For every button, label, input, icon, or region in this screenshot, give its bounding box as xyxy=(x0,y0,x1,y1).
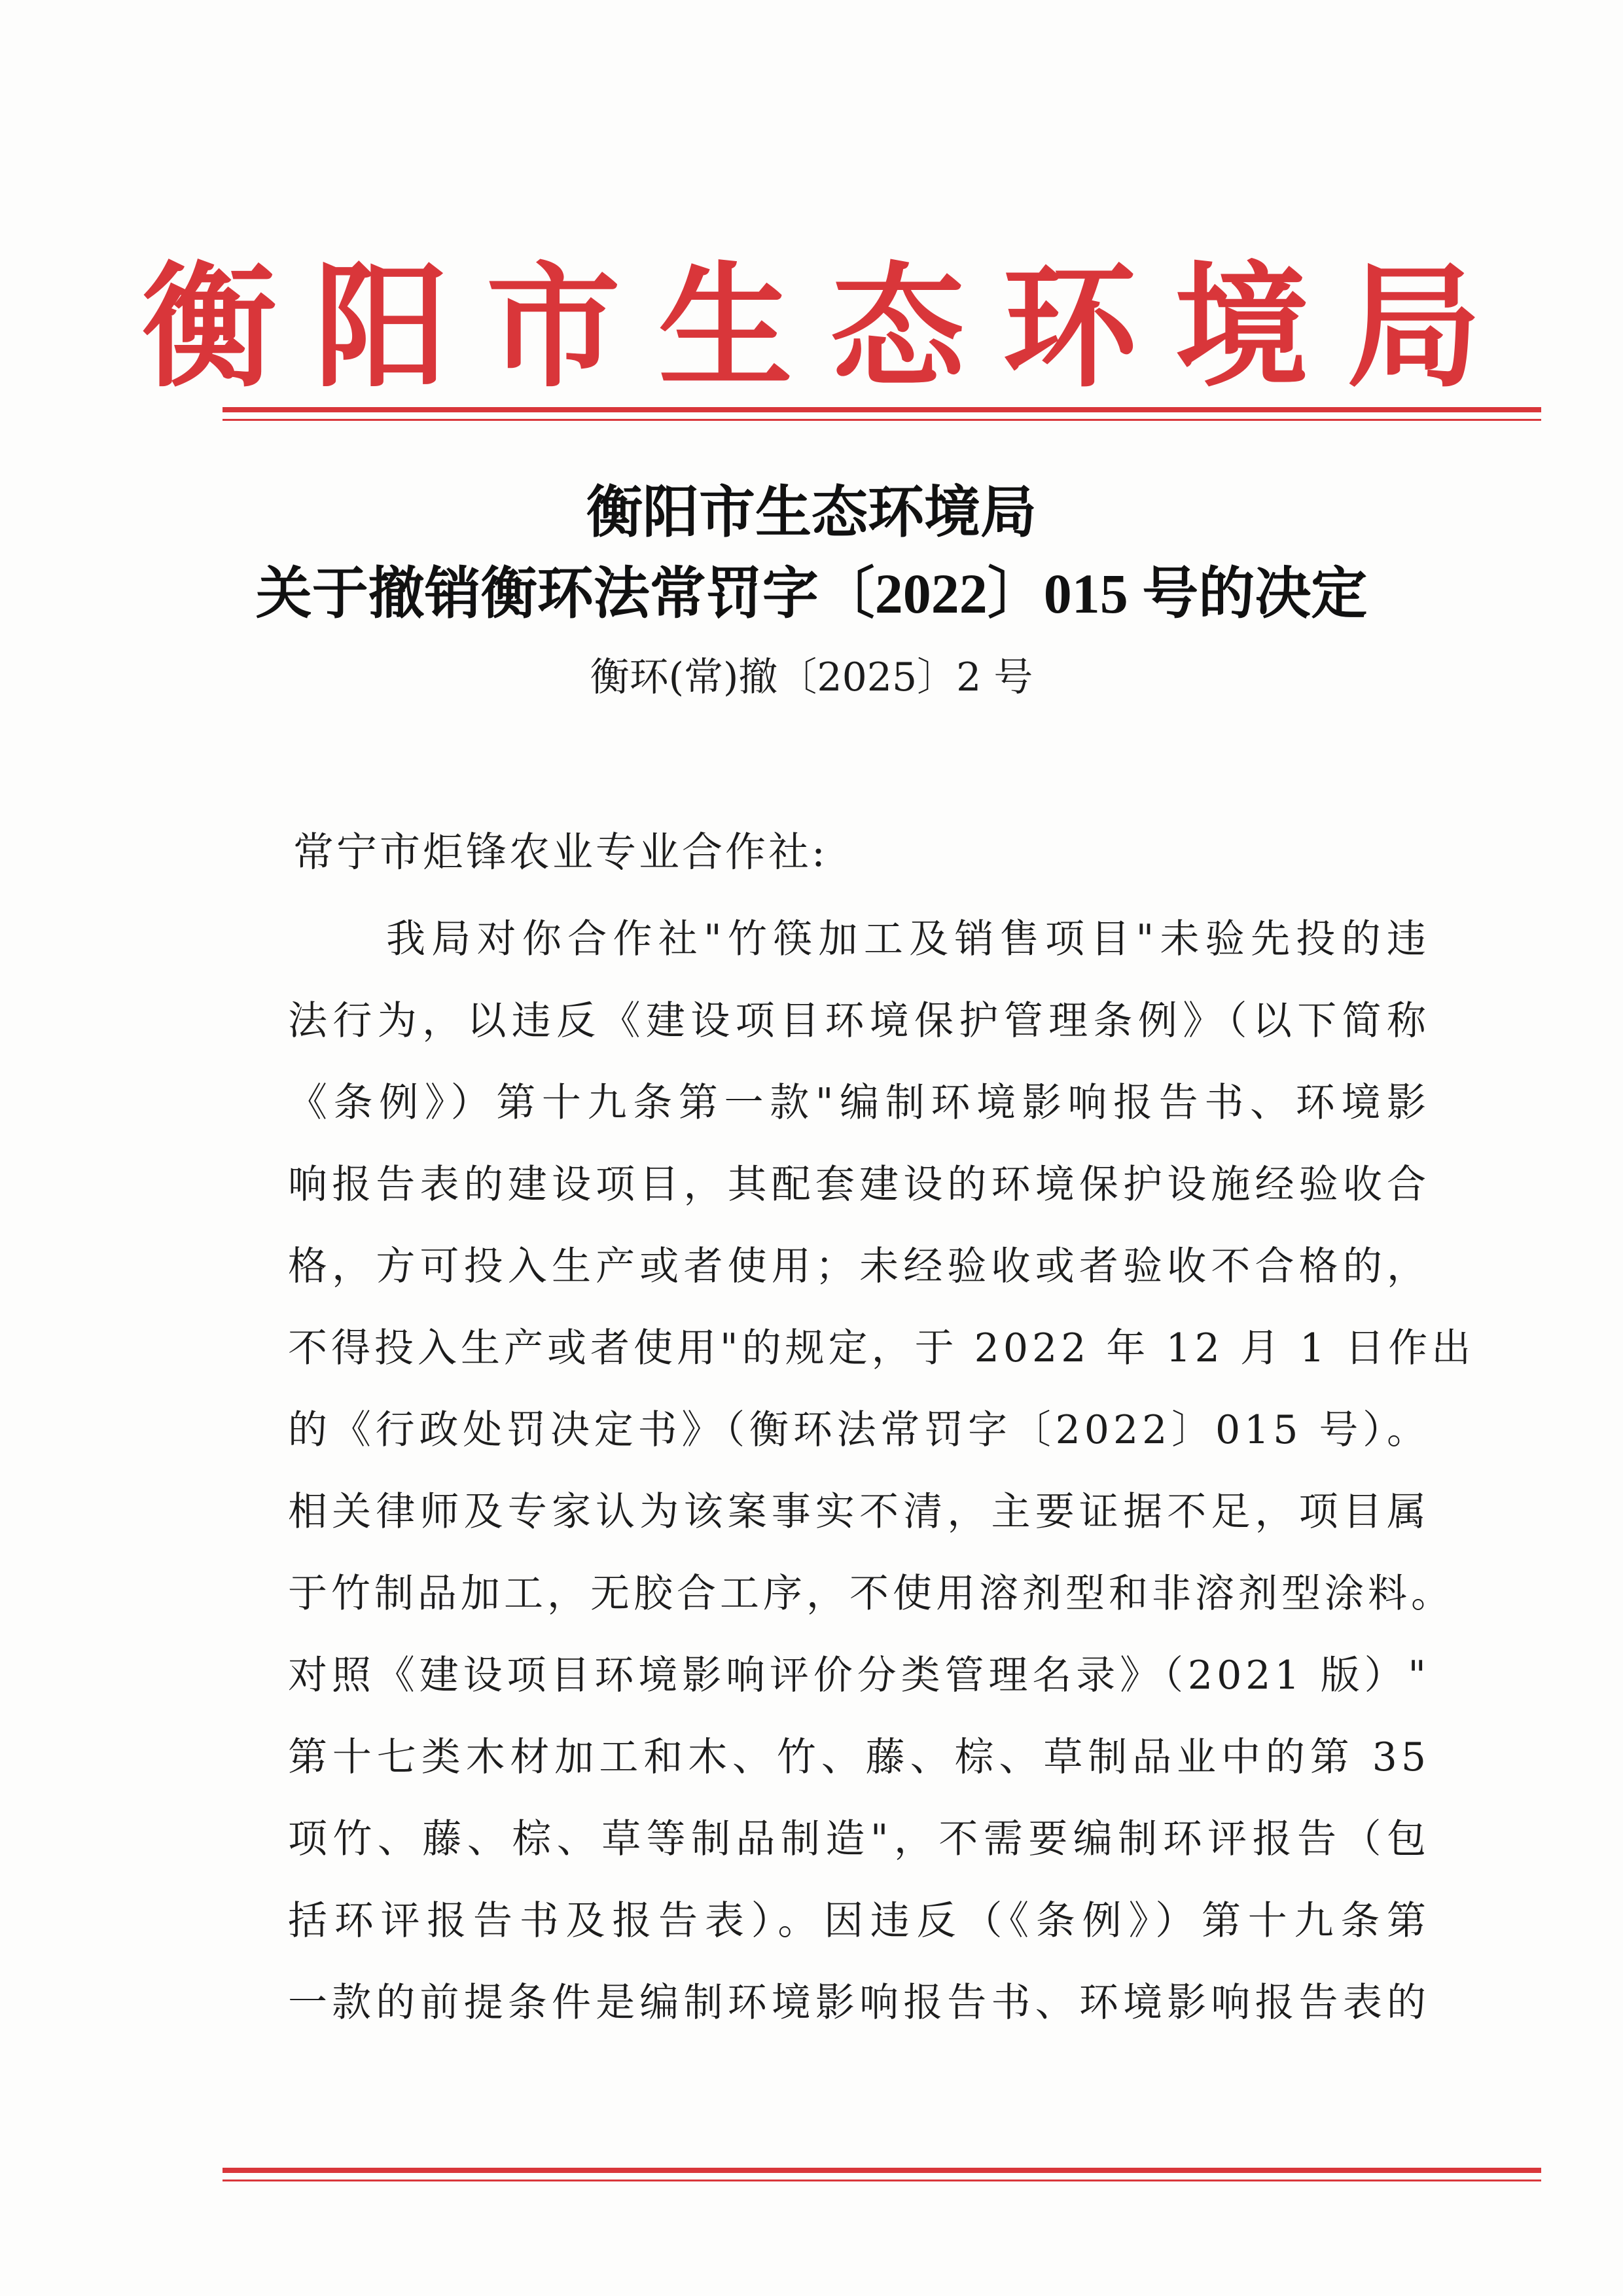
footer-rule-thick xyxy=(223,2168,1541,2173)
footer-rule-thin xyxy=(223,2179,1541,2181)
body-line: 格，方可投入生产或者使用；未经验收或者验收不合格的， xyxy=(288,1244,1430,1289)
body-line: 《条例》）第十九条第一款"编制环境影响报告书、环境影 xyxy=(288,1080,1430,1126)
document-title-line-2: 关于撤销衡环法常罚字〔2022〕015 号的决定 xyxy=(255,562,1368,625)
letterhead-rule-thin xyxy=(223,419,1541,421)
body-line: 不得投入生产或者使用"的规定，于 2022 年 12 月 1 日作出 xyxy=(288,1325,1475,1371)
body-line: 响报告表的建设项目，其配套建设的环境保护设施经验收合 xyxy=(288,1162,1430,1208)
body-line: 我局对你合作社"竹筷加工及销售项目"未验先投的违 xyxy=(386,916,1430,962)
body-line: 第十七类木材加工和木、竹、藤、棕、草制品业中的第 35 xyxy=(288,1734,1430,1780)
body-line: 的《行政处罚决定书》（衡环法常罚字〔2022〕015 号）。 xyxy=(288,1407,1430,1453)
recipient: 常宁市炬锋农业专业合作社: xyxy=(293,828,828,876)
body-line: 法行为，以违反《建设项目环境保护管理条例》（以下简称 xyxy=(288,998,1430,1044)
body-line: 括环评报告书及报告表）。因违反（《条例》）第十九条第 xyxy=(288,1898,1430,1944)
letterhead-org-name: 衡阳市生态环境局 xyxy=(142,249,1519,406)
body-line: 一款的前提条件是编制环境影响报告书、环境影响报告表的 xyxy=(288,1980,1430,2026)
document-title-line-1: 衡阳市生态环境局 xyxy=(586,481,1037,544)
body-line: 相关律师及专家认为该案事实不清，主要证据不足，项目属 xyxy=(288,1489,1430,1535)
body-line: 对照《建设项目环境影响评价分类管理名录》（2021 版）" xyxy=(288,1653,1430,1698)
body-line: 于竹制品加工，无胶合工序，不使用溶剂型和非溶剂型涂料。 xyxy=(288,1571,1454,1617)
document-number: 衡环(常)撤〔2025〕2 号 xyxy=(590,655,1033,700)
letterhead-rule-thick xyxy=(223,407,1541,412)
body-line: 项竹、藤、棕、草等制品制造"，不需要编制环评报告（包 xyxy=(288,1816,1430,1862)
